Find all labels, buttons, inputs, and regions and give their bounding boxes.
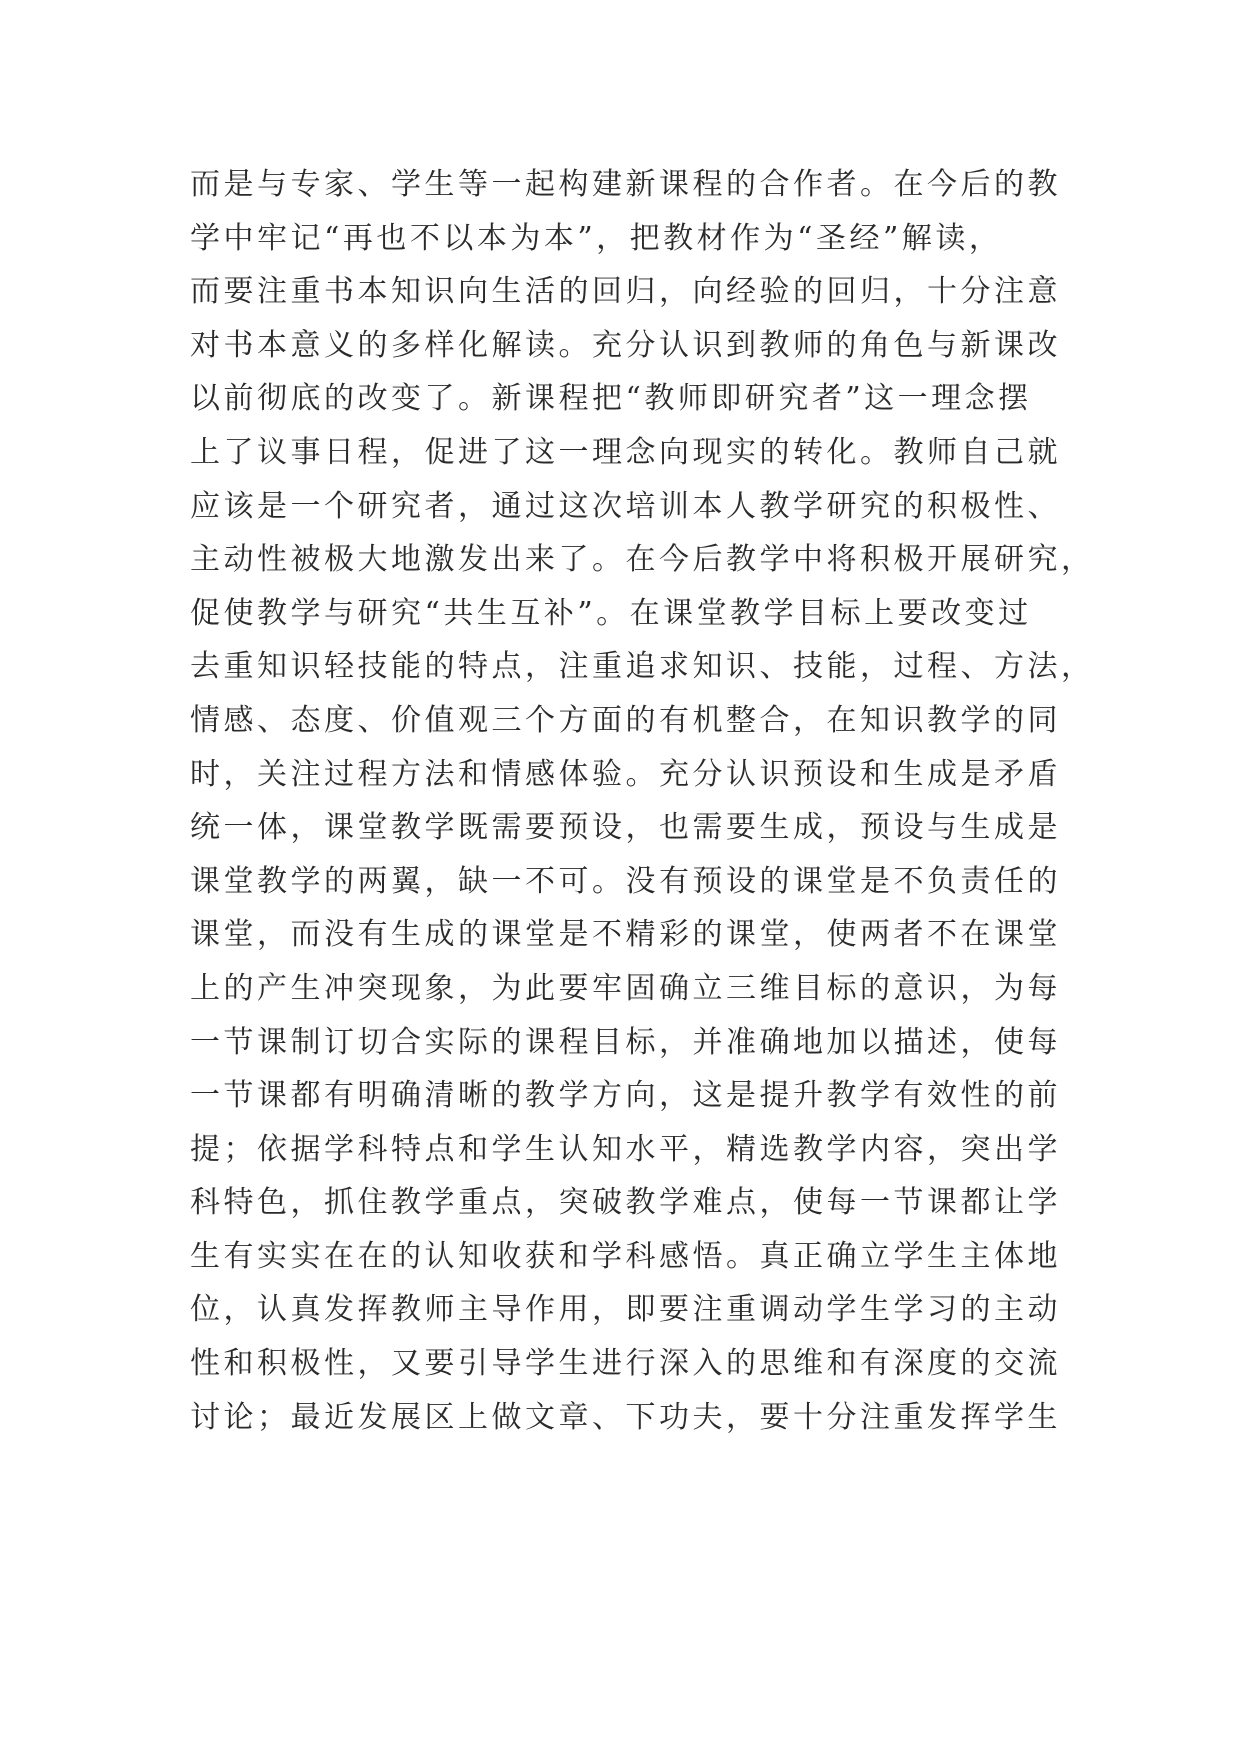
body-text [190,158,1095,1444]
text-line: 应该是一个研究者，通过这次培训本人教学研究的积极性、 [190,488,1061,524]
text-line: 统一体，课堂教学既需要预设，也需要生成，预设与生成是 [190,810,1061,846]
text-line: 科特色，抓住教学重点，突破教学难点，使每一节课都让学 [190,1185,1061,1221]
text-line: 而要注重书本知识向生活的回归，向经验的回归，十分注意 [190,274,1061,310]
text-line: 学中牢记“再也不以本为本”，把教材作为“圣经”解读， [190,220,1003,256]
text-line: 时，关注过程方法和情感体验。充分认识预设和生成是矛盾 [190,756,1061,792]
text-line: 课堂，而没有生成的课堂是不精彩的课堂，使两者不在课堂 [190,917,1061,953]
text-line: 上了议事日程，促进了这一理念向现实的转化。教师自己就 [190,434,1061,470]
text-line: 以前彻底的改变了。新课程把“教师即研究者”这一理念摆 [190,381,1032,417]
text-line: 讨论；最近发展区上做文章、下功夫，要十分注重发挥学生 [190,1399,1061,1435]
text-line: 一节课都有明确清晰的教学方向，这是提升教学有效性的前 [190,1078,1061,1114]
text-line: 对书本意义的多样化解读。充分认识到教师的角色与新课改 [190,327,1061,363]
text-line: 上的产生冲突现象，为此要牢固确立三维目标的意识，为每 [190,970,1061,1006]
text-line: 一节课制订切合实际的课程目标，并准确地加以描述，使每 [190,1024,1061,1060]
text-line: 位，认真发挥教师主导作用，即要注重调动学生学习的主动 [190,1292,1061,1328]
text-line: 课堂教学的两翼，缺一不可。没有预设的课堂是不负责任的 [190,863,1061,899]
text-line: 性和积极性，又要引导学生进行深入的思维和有深度的交流 [190,1346,1061,1382]
text-line: 去重知识轻技能的特点，注重追求知识、技能，过程、方法， [190,649,1095,685]
text-line: 提；依据学科特点和学生认知水平，精选教学内容，突出学 [190,1131,1061,1167]
text-line: 而是与专家、学生等一起构建新课程的合作者。在今后的教 [190,167,1061,202]
text-line: 情感、态度、价值观三个方面的有机整合，在知识教学的同 [190,702,1061,738]
text-line: 促使教学与研究“共生互补”。在课堂教学目标上要改变过 [190,595,1032,631]
text-line: 主动性被极大地激发出来了。在今后教学中将积极开展研究， [190,542,1095,578]
text-line: 生有实实在在的认知收获和学科感悟。真正确立学生主体地 [190,1238,1061,1274]
